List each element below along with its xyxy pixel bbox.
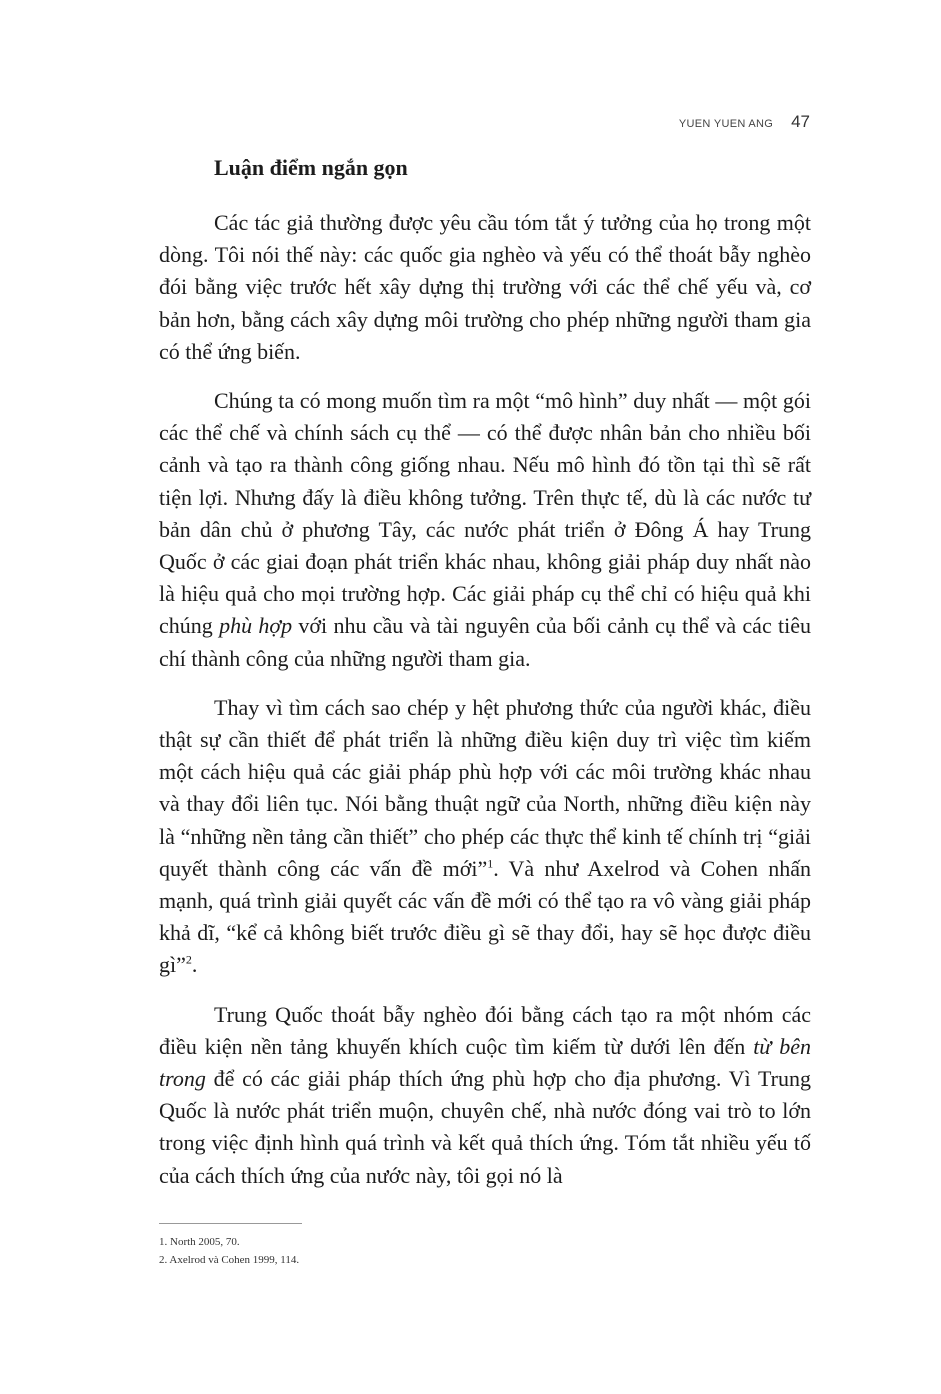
paragraph-3-text-a: Thay vì tìm cách sao chép y hệt phương thức của người khác, điều thật sự cần thiết để phát triển là những điều kiện duy trì việc tìm kiếm một cách hiệu quả các giải pháp phù hợp với các môi trường khác nhau và thay đổi liên tục. Nói bằng thuật ngữ của North, những điều kiện này là “những nền tảng cần thiết” cho phép các thực thể kinh tế chính trị “giải quyết thành công các vấn đề mới” xyxy=(159,694,811,881)
page-number: 47 xyxy=(791,112,810,131)
paragraph-2 xyxy=(159,385,811,675)
paragraph-3-text-b: . Và như Axelrod và Cohen nhấn mạnh, quá trình giải quyết các vấn đề mới có thể tạo ra vô vàng giải pháp khả dĩ, “kể cả không biết trước điều gì sẽ thay đổi, hay sẽ học được điều gì” xyxy=(159,855,811,978)
running-header-author: YUEN YUEN ANG xyxy=(678,118,774,130)
footnote-divider xyxy=(159,1223,302,1224)
footnote-ref-2[interactable]: 2 xyxy=(185,953,192,968)
paragraph-4-text-a: Trung Quốc thoát bẫy nghèo đói bằng cách tạo ra một nhóm các điều kiện nền tảng khuyến khích cuộc tìm kiếm từ dưới lên đến xyxy=(159,1001,811,1059)
footnote-ref-1[interactable]: 1 xyxy=(487,856,494,871)
paragraph-2-text-b: với nhu cầu và tài nguyên của bối cảnh cụ thể và các tiêu chí thành công của những người tham gia. xyxy=(159,613,812,671)
paragraph-4-emphasis: từ bên trong xyxy=(159,1033,811,1092)
paragraph-4 xyxy=(159,999,811,1192)
footnotes xyxy=(159,1233,299,1269)
paragraph-1-text: Các tác giả thường được yêu cầu tóm tắt ý tưởng của họ trong một dòng. Tôi nói thế này: các quốc gia nghèo và yếu có thể thoát bẫy nghèo đói bằng việc trước hết xây dựng thị trường với các thể chế yếu và, cơ bản hơn, bằng cách xây dựng môi trường cho phép những người tham gia có thể ứng biến. xyxy=(159,210,811,364)
footnote-2: 2. Axelrod và Cohen 1999, 114. xyxy=(159,1254,300,1266)
paragraph-1 xyxy=(159,207,811,368)
paragraph-2-emphasis: phù hợp xyxy=(219,613,293,639)
running-header xyxy=(679,112,810,132)
footnote-1: 1. North 2005, 70. xyxy=(159,1236,240,1248)
paragraph-2-text-a: Chúng ta có mong muốn tìm ra một “mô hình” duy nhất — một gói các thể chế và chính sách cụ thể — có thể được nhân bản cho nhiều bối cảnh và tạo ra thành công giống nhau. Nếu mô hình đó tồn tại thì sẽ rất tiện lợi. Nhưng đấy là điều không tưởng. Trên thực tế, dù là các nước tư bản dân chủ ở phương Tây, các nước phát triển ở Đông Á hay Trung Quốc ở các giai đoạn phát triển khác nhau, không giải pháp duy nhất nào là hiệu quả cho mọi trường hợp. Các giải pháp cụ thể chỉ có hiệu quả khi chúng xyxy=(159,388,811,639)
paragraph-3 xyxy=(159,692,811,982)
section-title: Luận điểm ngắn gọn xyxy=(214,155,408,180)
main-content xyxy=(159,148,811,1209)
paragraph-4-text-b: để có các giải pháp thích ứng phù hợp cho địa phương. Vì Trung Quốc là nước phát triển muộn, chuyên chế, nhà nước đóng vai trò to lớn trong việc định hình quá trình và kết quả thích ứng. Tóm tắt nhiều yếu tố của cách thích ứng của nước này, tôi gọi nó là xyxy=(159,1066,811,1188)
paragraph-3-text-c: . xyxy=(191,952,198,978)
